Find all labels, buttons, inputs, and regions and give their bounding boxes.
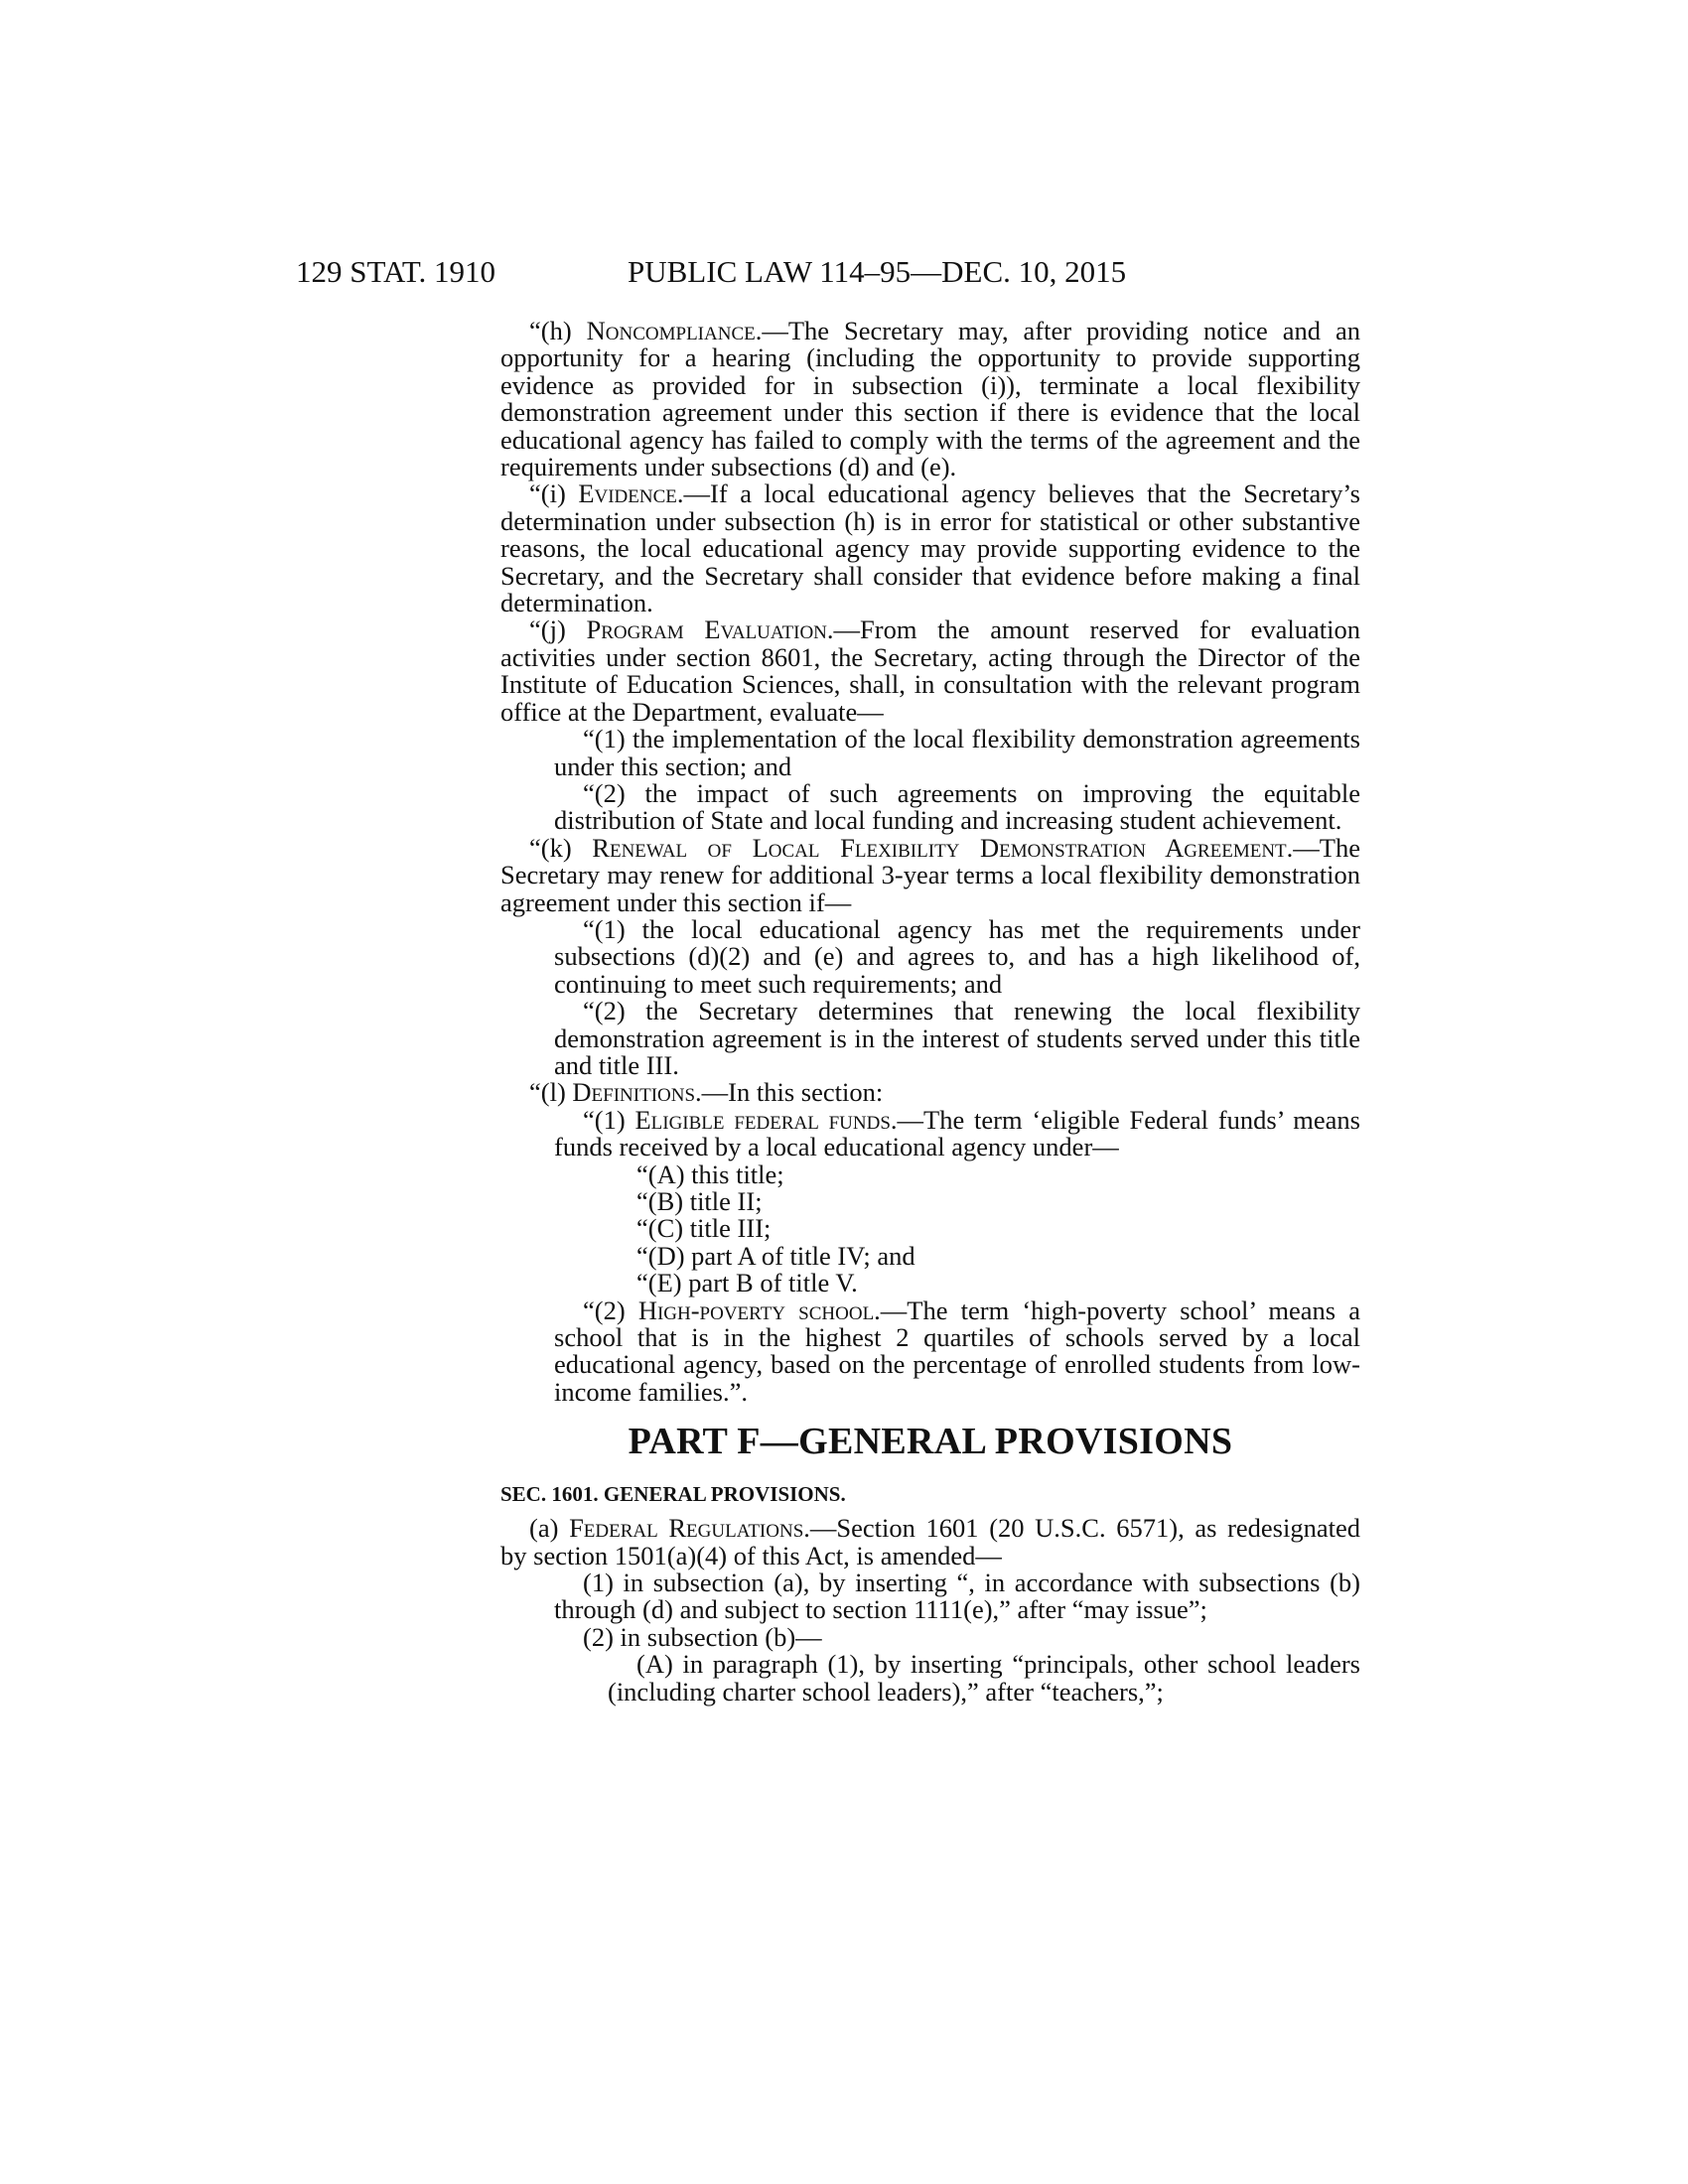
definition-1-heading: Eligible federal funds (634, 1104, 891, 1135)
subsection-i (500, 480, 1360, 616)
subsection-h-number: “(h) (529, 316, 587, 345)
subsection-k-text: .—The Secretary may renew for additional 3-year terms a local flexibility demonstration agreement under this section if— (500, 832, 1360, 917)
subsection-j-heading: Program Evaluation (586, 614, 827, 645)
section-heading: SEC. 1601. GENERAL PROVISIONS. (500, 1482, 846, 1507)
funds-list-item-e: “(E) part B of title V. (636, 1268, 858, 1298)
subsection-i-text: .—If a local educational agency believes that the Secretary’s determination under subsection (h) is in error for statistical or other substantive reasons, the local educational agency may provide supporting evidence to the Secretary, and the Secretary shall consider that evidence before making a final determination. (500, 478, 1360, 618)
funds-list-item-d: “(D) part A of title IV; and (636, 1240, 915, 1271)
funds-list-item-a: “(A) this title; (636, 1159, 784, 1189)
subsection-k-paragraph-1: “(1) the local educational agency has met the requirements under subsections (d)(2) and (e) and agrees to, and has a high likelihood of, continuing to meet such requirements; and (554, 913, 1360, 999)
document-body (500, 318, 1360, 1706)
definition-eligible-federal-funds (500, 1104, 1360, 1162)
subsection-i-number: “(i) (529, 478, 579, 509)
funds-list-item-c: “(C) title III; (636, 1213, 772, 1244)
definition-2-text: .—The term ‘high-poverty school’ means a school that is in the highest 2 quartiles of schools served by a local educational agency, based on the percentage of enrolled students from low-income families.”. (554, 1295, 1360, 1407)
subsection-i-heading: Evidence (578, 478, 677, 509)
definition-2-heading: High-poverty school (637, 1295, 875, 1325)
subsection-j-paragraph-2: “(2) the impact of such agreements on improving the equitable distribution of State and local funding and increasing student achievement. (554, 777, 1360, 836)
subsection-j-text: .—From the amount reserved for evaluation activities under section 8601, the Secretary, acting through the Director of the Institute of Education Sciences, shall, in consultation with the relevant program office at the Department, evaluate— (500, 614, 1360, 727)
page-header (296, 252, 1360, 292)
subsection-h-heading: Noncompliance (586, 316, 756, 345)
definition-1-number: “(1) (583, 1104, 635, 1135)
subsection-h-text: .—The Secretary may, after providing notice and an opportunity for a hearing (including the opportunity to provide supporting evidence as provided for in subsection (i)), terminate a local flexibility demonstration agreement under this section if there is evidence that the local educational agency has failed to comply with the terms of the agreement and the requirements under subsections (d) and (e). (500, 316, 1360, 482)
statute-page-number: 129 STAT. 1910 (296, 254, 496, 289)
definition-1-text: .—The term ‘eligible Federal funds’ means funds received by a local educational agency under— (554, 1104, 1360, 1162)
subsection-k (500, 832, 1360, 917)
amendment-paragraph-2: (2) in subsection (b)— (583, 1621, 822, 1652)
subsection-l-text: .—In this section: (695, 1077, 884, 1108)
subsection-l-heading: Definitions (572, 1077, 696, 1108)
amendment-paragraph-1: (1) in subsection (a), by inserting “, in accordance with subsections (b) through (d) and subject to section 1111(e),” after “may issue”; (554, 1568, 1360, 1625)
subsection-j-paragraph-1: “(1) the implementation of the local flexibility demonstration agreements under this section; and (554, 724, 1360, 781)
subsection-k-heading: Renewal of Local Flexibility Demonstration Agreement (592, 832, 1287, 863)
section-subsection-a-text: .—Section 1601 (20 U.S.C. 6571), as redesignated by section 1501(a)(4) of this Act, is amended— (500, 1513, 1360, 1570)
section-subsection-a-heading: Federal Regulations (569, 1513, 804, 1544)
subsection-k-number: “(k) (529, 832, 593, 863)
subsection-h (500, 318, 1360, 480)
subsection-j-number: “(j) (529, 614, 587, 645)
definition-high-poverty-school (500, 1297, 1360, 1407)
subsection-l (500, 1079, 1360, 1106)
amendment-subparagraph-a: (A) in paragraph (1), by inserting “principals, other school leaders (including charter school leaders),” after “teachers,”; (608, 1649, 1360, 1706)
public-law-citation: PUBLIC LAW 114–95—DEC. 10, 2015 (628, 254, 1127, 289)
subsection-k-paragraph-2: “(2) the Secretary determines that renewing the local flexibility demonstration agreement is in the interest of students served under this title and title III. (554, 996, 1360, 1080)
part-heading: PART F—GENERAL PROVISIONS (628, 1421, 1233, 1463)
funds-list-item-b: “(B) title II; (636, 1186, 763, 1216)
subsection-j (500, 616, 1360, 726)
subsection-l-number: “(l) (529, 1077, 573, 1108)
section-subsection-a (500, 1515, 1360, 1570)
definition-2-number: “(2) (583, 1295, 638, 1325)
section-subsection-a-number: (a) (529, 1513, 570, 1544)
